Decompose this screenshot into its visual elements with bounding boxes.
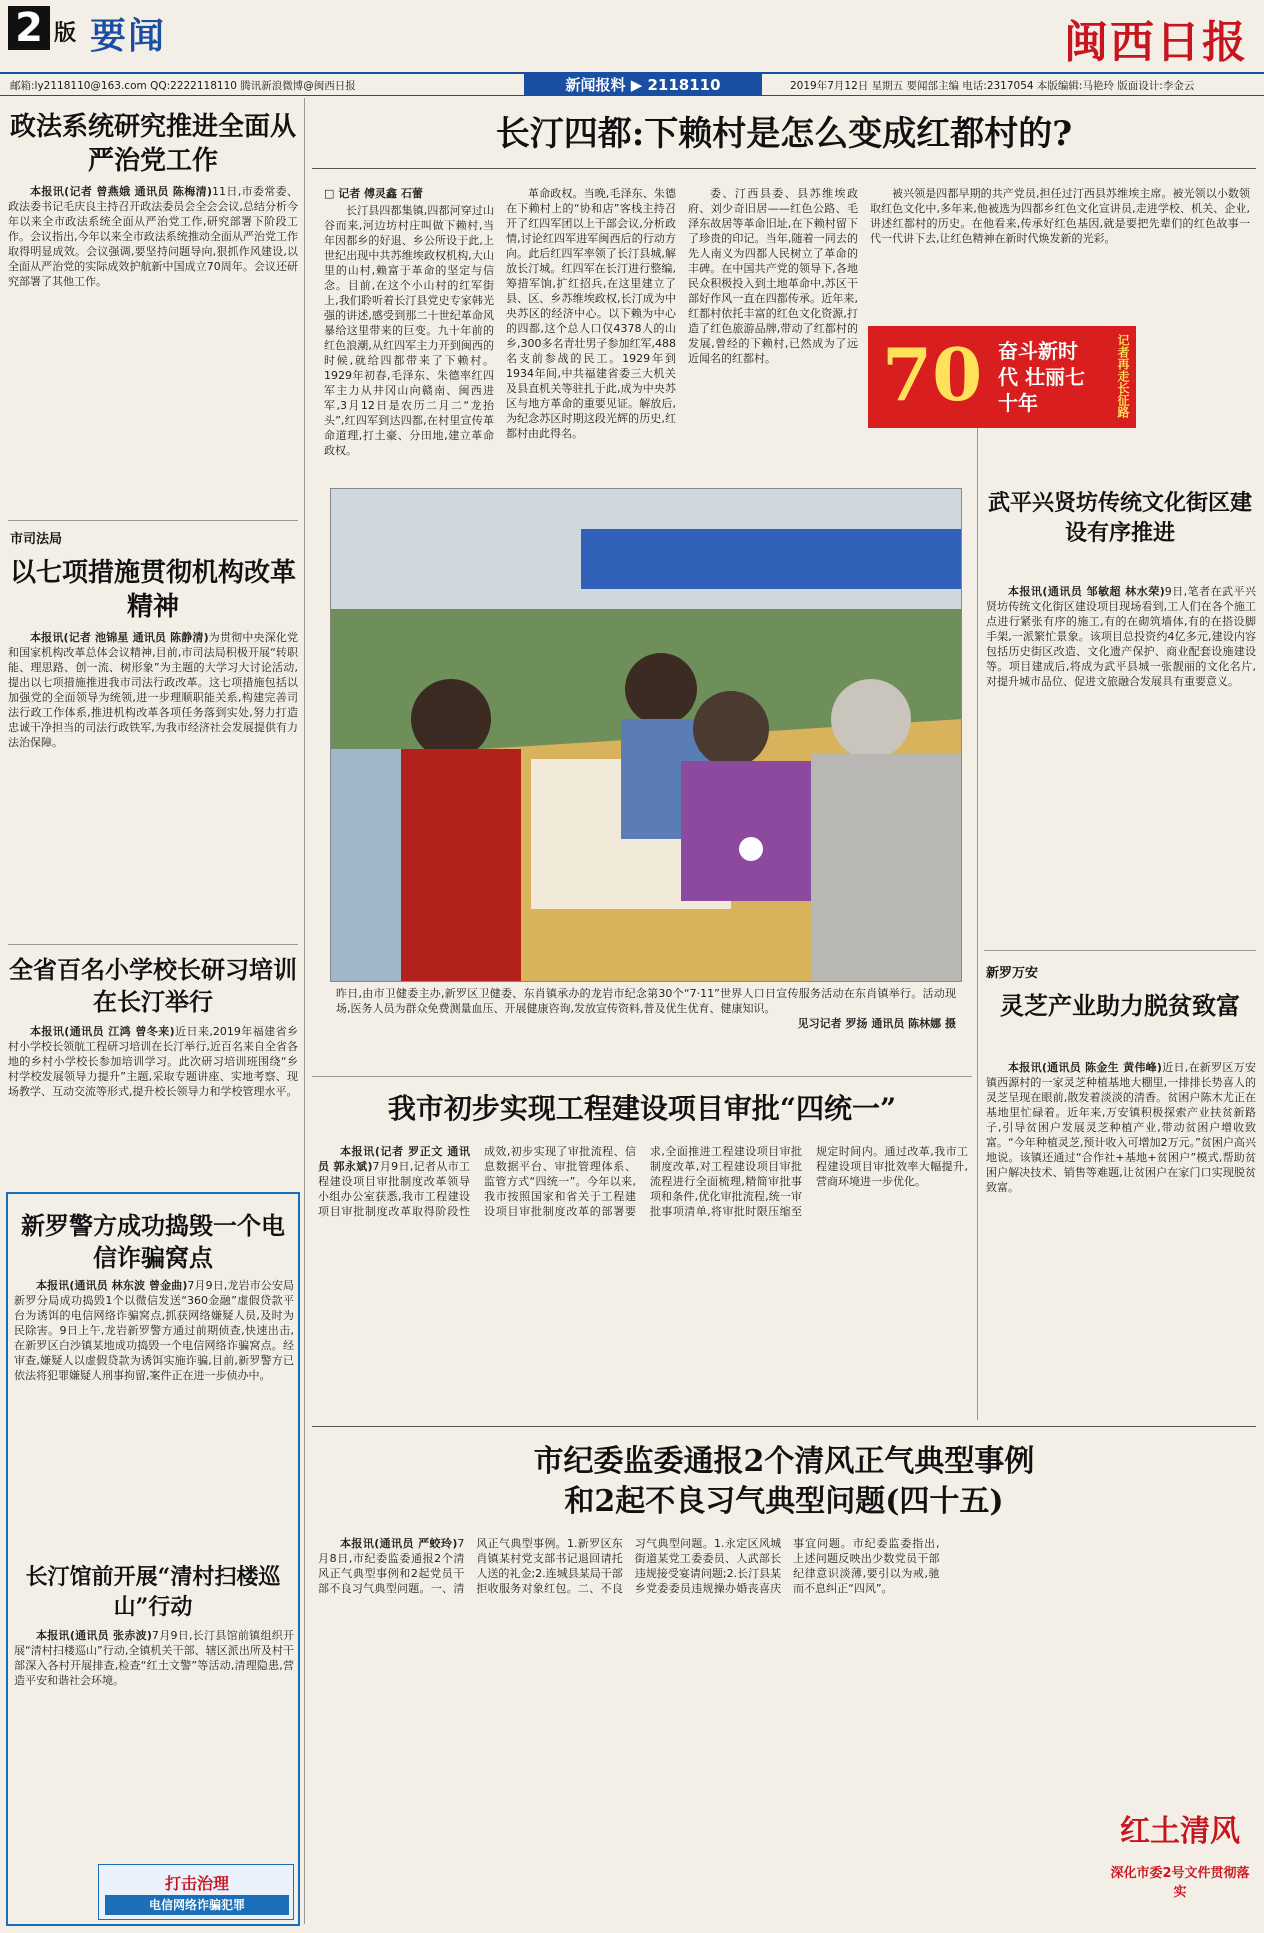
divider <box>8 520 298 521</box>
headline-wuping: 武平兴贤坊传统文化街区建设有序推进 <box>987 490 1252 546</box>
byline: 本报讯(通讯员 严蛟玲) <box>340 1537 458 1550</box>
headline-lingzhi: 灵芝产业助力脱贫致富 <box>1000 991 1240 1020</box>
byline: 本报讯(通讯员 陈金生 黄伟峰) <box>1008 1061 1162 1074</box>
news-photo <box>330 488 962 982</box>
byline: 本报讯(记者 池锦星 通讯员 陈静清) <box>30 631 209 644</box>
clean-wind-logo <box>1104 1800 1256 1924</box>
photo-credit: 见习记者 罗扬 通讯员 陈林娜 摄 <box>797 1017 956 1030</box>
headline-fraud: 新罗警方成功捣毁一个电信诈骗窝点 <box>21 1211 285 1272</box>
page-banner: 版 <box>54 21 77 46</box>
column-divider <box>977 330 978 1420</box>
article-text: 11日,市委常委、政法委书记毛庆良主持召开政法委员会全会会议,总结分析今年以来全市政法系统全面从严治党工作,研究部署下阶段工作。会议指出,今年以来全市政法系统推动全面从严治党工作取得明显成效。会议强调,要坚持问题导向,狠抓作风建设,以全面从严治党的实际成效护航新中国成立70周年。会议还研究部署了其他工作。 <box>8 185 298 288</box>
article-text: 近日,在新罗区万安镇西源村的一家灵芝种植基地大棚里,一排排长势喜人的灵芝呈现在眼前,散发着淡淡的清香。贫困户陈木尤正在基地里忙碌着。近年来,万安镇积极探索产业扶贫新路子,引导贫困户发展灵芝种植产业,带动贫困户增收致富。“今年种植灵芝,预计收入可增加2万元。”贫困户高兴地说。该镇还通过“合作社+基地+贫困户”模式,帮助贫困户解决技术、销售等难题,让贫困户在家门口实现脱贫致富。 <box>986 1061 1256 1194</box>
anti-fraud-badge <box>98 1864 294 1920</box>
article-changting-mp-body <box>14 1628 294 1858</box>
article-discipline-body <box>318 1536 1098 1924</box>
headline-discipline-line2: 和2起不良习气典型问题(四十五) <box>564 1484 1004 1519</box>
headline-main: 长汀四都:下赖村是怎么变成红都村的? <box>495 114 1073 154</box>
hotline-badge: 新闻报料 ▶ 2118110 <box>524 74 762 96</box>
badge-line2: 电信网络诈骗犯罪 <box>105 1895 289 1915</box>
photo-caption <box>336 986 956 1066</box>
article-court-body <box>8 630 298 930</box>
headline-discipline <box>312 1442 1256 1522</box>
newspaper-logo: 闽西日报 <box>1064 17 1248 68</box>
headline-approval: 我市初步实现工程建设项目审批“四统一” <box>387 1092 897 1125</box>
watermark-text: 红土清风 <box>1120 1814 1240 1849</box>
badge-line1: 打击治理 <box>164 1874 229 1893</box>
info-bar <box>0 72 1264 96</box>
divider <box>8 944 298 945</box>
article-text: 7月9日,龙岩市公安局新罗分局成功捣毁1个以微信发送“360金融”虚假贷款平台为诱饵的电信网络诈骗窝点,抓获网络嫌疑人员,及时为民除害。9日上午,龙岩新罗警方通过前期侦查,快速出击,在新罗区白沙镇某地成功捣毁一个电信网络诈骗窝点。经审查,嫌疑人以虚假贷款为诱饵实施诈骗,目前,新罗警方已依法将犯罪嫌疑人刑事拘留,案件正在进一步侦办中。 <box>14 1279 294 1382</box>
article-text: 委、汀西县委、县苏维埃政府、刘少奇旧居——红色公路、毛泽东故居等革命旧址,在下赖村留下了珍贵的印记。当年,随着一同去的先人南义为四都人民树立了革命的丰碑。在中国共产党的领导下,各地民众积极投入到土地革命中,苏区干部好作风一直在四都传承。近年来,红都村依托丰富的红色文化资源,打造了红色旅游品牌,带动了红都村的发展,曾经的下赖村,已然成为了远近闻名的红都村。 <box>688 187 858 365</box>
article-text: 被兴领是四都早期的共产党员,担任过汀西县苏维埃主席。被光领以小数领取红色文化中,多年来,他被选为四都乡红色文化宣讲员,走进学校、机关、企业,讲述红都村的历史。在他看来,传承好红色基因,就是要把先辈们的红色故事一代一代讲下去,让红色精神在新时代焕发新的光彩。 <box>870 187 1250 245</box>
article-wuping-body <box>986 584 1256 944</box>
byline: 本报讯(通讯员 林东波 曾金曲) <box>36 1279 188 1292</box>
article-text: 为贯彻中央深化党和国家机构改革总体会议精神,目前,市司法局积极开展“转职能、理思路、创一流、树形象”为主题的大学习大讨论活动,提出以七项措施推进我市司法行政改革。这七项措施包括以加强党的全面领导为统领,进一步理顺职能关系,构建完善司法行政工作体系,推进机构改革各项任务落到实处,努力打造忠诚干净担当的司法行政铁军,为我市经济社会发展提供有力法治保障。 <box>8 631 298 749</box>
byline: 本报讯(记者 曾燕娥 通讯员 陈梅清) <box>30 185 212 198</box>
article-text: 7月9日,长汀县馆前镇组织开展“清村扫楼巡山”行动,全镇机关干部、辖区派出所及村干部深入各村开展排查,检查“红土文警”等活动,清理隐患,营造平安和谐社会环境。 <box>14 1629 294 1687</box>
byline: 本报讯(通讯员 张赤波) <box>36 1629 152 1642</box>
headline-court: 以七项措施贯彻机构改革精神 <box>9 558 296 622</box>
article-text: 近日来,2019年福建省乡村小学校长领航工程研习培训在长汀举行,近百名来自全省各地的乡村小学校长参加培训学习。此次研习培训班围绕“乡村学校发展领导力提升”主题,采取专题讲座、实地考察、现场教学、互动交流等形式,提升校长领导力和学校管理水平。 <box>8 1025 298 1098</box>
anniversary-slogan: 奋斗新时代 壮丽七十年 <box>998 339 1085 415</box>
headline-principals: 全省百名小学校长研习培训在长汀举行 <box>9 955 297 1016</box>
byline: □ 记者 傅灵鑫 石蕾 <box>324 187 423 200</box>
article-law-body <box>8 184 298 504</box>
article-text: 7月9日,记者从市工程建设项目审批制度改革领导小组办公室获悉,我市工程建设项目审批制度改革取得阶段性成效,初步实现了审批流程、信息数据平台、审批管理体系、监管方式“四统一”。今年以来,我市按照国家和省关于工程建设项目审批制度改革的部署要求,全面推进工程建设项目审批制度改革,对工程建设项目审批流程进行全面梳理,精简审批事项和条件,优化审批流程,统一审批事项清单,将审批时限压缩至规定时间内。通过改革,我市工程建设项目审批效率大幅提升,营商环境进一步优化。 <box>318 1145 968 1218</box>
article-principals-body <box>8 1024 298 1174</box>
byline: 本报讯(通讯员 邹敏超 林水荣) <box>1008 585 1165 598</box>
article-text: 革命政权。当晚,毛泽东、朱德在下赖村上的“协和店”客栈主持召开了红四军团以上干部会议,分析政情,讨论红四军进军闽西后的行动方向。此后红四军率领了长汀县城,解放长汀城。红四军在长汀进行整编,筹措军饷,扩红招兵,在这里建立了县、区、乡苏维埃政权,长汀成为中央苏区的经济中心。以下赖为中心的四都,这个总人口仅4378人的山乡,300多名青壮男子参加红军,488名支前参战的民工。1929年到1934年间,中共福建省委三大机关及县直机关等驻扎于此,成为中央苏区与地方革命的重要见证。解放后,为纪念苏区时期这段光辉的历史,红都村由此得名。 <box>506 187 676 440</box>
page-number: 2 <box>8 6 50 50</box>
byline: 本报讯(记者 罗正文 通讯员 郭永斌) <box>318 1145 470 1173</box>
column-divider <box>304 98 305 1924</box>
article-fraud-body <box>14 1278 294 1548</box>
article-main-col1 <box>324 186 494 466</box>
headline-discipline-line1: 市纪委监委通报2个清风正气典型事例 <box>533 1444 1035 1479</box>
anniversary-number: 70 <box>882 332 983 417</box>
watermark-subtitle: 深化市委2号文件贯彻落实 <box>1110 1866 1250 1900</box>
photo-illustration <box>331 489 962 982</box>
headline-changting-mp: 长汀馆前开展“清村扫楼巡山”行动 <box>25 1564 281 1620</box>
article-text: 长汀县四都集镇,四都河穿过山谷而来,河边坊村庄叫做下赖村,当年因都乡的好退、乡公所设于此,上世纪出现中共苏维埃政权机构,大山里的山村,赖富于革命的坚定与信念。目前,在这个小山村的红军街上,我们聆听着长汀县党史专家韩光强的讲述,感受到那二十世纪革命风暴给这里带来的巨变。九十年前的红色浪潮,从红四军主力开到闽西的时候,就给四都带来了下赖村。1929年初春,毛泽东、朱德率红四军主力从井冈山向赣南、闽西进军,3月12日是农历二月二“龙抬头”,红四军到达四都,在村里宣传革命道理,打土豪、分田地,建立革命政权。 <box>324 204 494 457</box>
article-text: 7月8日,市纪委监委通报2个清风正气典型事例和2起党员干部不良习气典型问题。一、清风正气典型事例。1.新罗区东肖镇某村党支部书记退回请托人送的礼金;2.连城县某局干部拒收服务对象红包。二、不良习气典型问题。1.永定区风城街道某党工委委员、人武部长违规接受宴请问题;2.长汀县某乡党委委员违规操办婚丧喜庆事宜问题。市纪委监委指出,上述问题反映出少数党员干部纪律意识淡薄,要引以为戒,驰而不息纠正“四风”。 <box>318 1537 940 1595</box>
divider <box>312 168 1256 169</box>
divider <box>984 950 1256 951</box>
byline: 本报讯(通讯员 江鸿 曾冬来) <box>30 1025 175 1038</box>
kicker-court: 市司法局 <box>10 532 63 547</box>
article-lingzhi-body <box>986 1060 1256 1410</box>
article-text: 9日,笔者在武平兴贤坊传统文化街区建设项目现场看到,工人们在各个施工点进行紧张有序的施工,有的在砌筑墙体,有的在搭设脚手架,一派繁忙景象。该项目总投资约4亿多元,建设内容包括历史街区改造、文化遗产保护、商业配套设施建设等。项目建成后,将成为武平县城一张靓丽的文化名片,对提升城市品位、促进文旅融合发展具有重要意义。 <box>986 585 1256 688</box>
caption-text: 昨日,由市卫健委主办,新罗区卫健委、东肖镇承办的龙岩市纪念第30个“7·11”世界人口日宣传服务活动在东肖镇举行。活动现场,医务人员为群众免费测量血压、开展健康咨询,发放宣传资料,普及优生优育、健康知识。 <box>336 987 956 1015</box>
anniversary-badge <box>868 326 1136 428</box>
article-main-col2 <box>506 186 676 466</box>
headline-law: 政法系统研究推进全面从严治党工作 <box>9 112 296 176</box>
anniversary-subtitle: 记者再走长征路 <box>1116 334 1130 418</box>
contact-info: 邮箱:ly2118110@163.com QQ:2222118110 腾讯新浪微博@闽西日报 <box>10 80 356 92</box>
divider <box>312 1426 1256 1427</box>
article-main-col3 <box>688 186 858 466</box>
divider <box>312 1076 972 1077</box>
section-title: 要闻 <box>90 16 167 57</box>
article-approval-body <box>318 1144 968 1416</box>
edition-info: 2019年7月12日 星期五 要闻部主编 电话:2317054 本版编辑:马艳玲 版面设计:李金云 <box>790 80 1195 92</box>
kicker-lingzhi: 新罗万安 <box>986 966 1039 981</box>
article-main-col4 <box>870 186 1250 316</box>
